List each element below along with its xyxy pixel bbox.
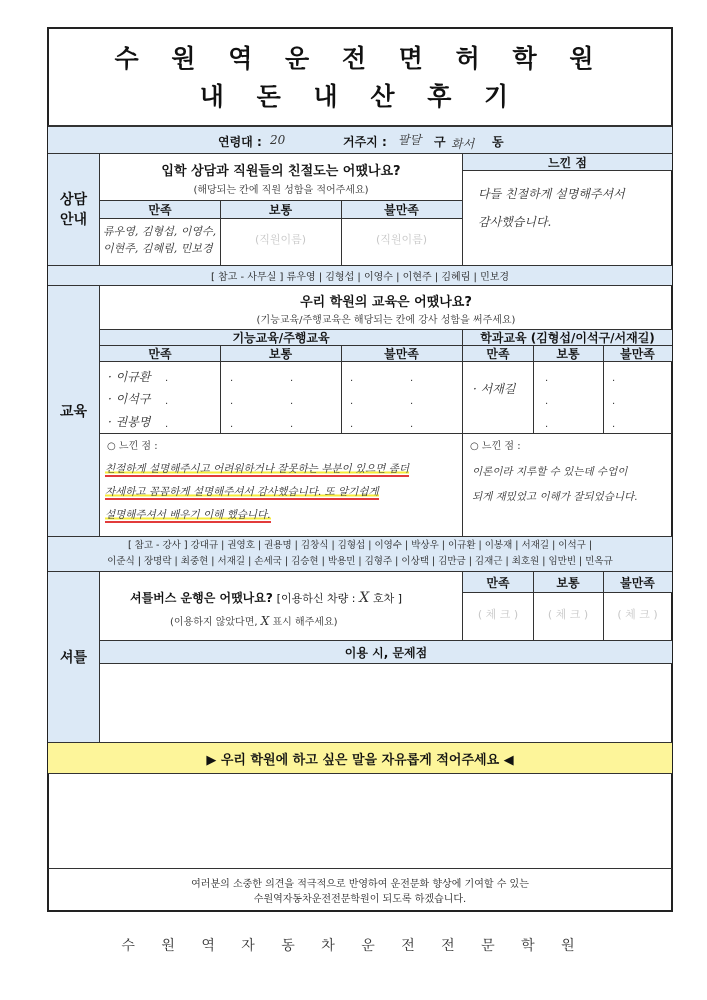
edu-academic-col-satisfied: 만족 <box>486 347 510 361</box>
edu-academic-col-normal: 보통 <box>556 347 580 361</box>
form-title-line2: 내 돈 내 산 후 기 <box>199 82 521 111</box>
education-academic-header: 학과교육 (김형섭/이석구/서재길) <box>480 331 655 345</box>
bullet-marks: · · · <box>350 376 354 433</box>
education-hint: (기능교육/주행교육은 해당되는 칸에 강사 성함을 써주세요) <box>256 315 516 326</box>
consult-normal-placeholder[interactable]: (직원이름) <box>254 233 307 246</box>
shuttle-col-unsatisfied: 불만족 <box>620 575 655 590</box>
shuttle-question: 셔틀버스 운행은 어땠나요? <box>130 591 273 605</box>
bullet-marks: · · · <box>290 376 294 433</box>
vehicle-suffix: 호차 ] <box>373 592 403 605</box>
consult-col-normal: 보통 <box>268 202 293 217</box>
footer-line-1: 여러분의 소중한 의견을 적극적으로 반영하여 운전문화 향상에 기여할 수 있는 <box>191 879 529 890</box>
shuttle-col-satisfied: 만족 <box>486 575 510 590</box>
shuttle-hint-x: X <box>260 614 270 628</box>
bullet-marks: · · · <box>230 376 234 433</box>
shuttle-check-unsatisfied[interactable]: ( 체 크 ) <box>617 608 658 621</box>
edu-skill-satisfied-name-1[interactable]: · 이규환 <box>108 370 151 384</box>
address-gu-label: 구 <box>434 135 446 149</box>
education-reference-line1: [ 참고 - 강사 ] 강대규 | 권영호 | 권용명 | 김창식 | 김형섭 | 이영수 | 박상우 | 이규환 | 이봉재 | 서재길 | 이석구 | <box>127 540 593 551</box>
edu-feelings-right-text[interactable]: 이론이라 지루할 수 있는데 수업이 되게 재밌었고 이해가 잘되었습니다. <box>472 466 638 503</box>
feelings-line-2: 자세하고 꼼꼼하게 설명해주셔서 감사했습니다. 또 알기쉽게 <box>105 486 379 498</box>
bullet-marks: · · · <box>612 376 616 433</box>
divider <box>100 433 672 434</box>
age-value[interactable]: 20 <box>270 133 286 147</box>
shuttle-hint: (이용하지 않았다면, <box>170 617 258 628</box>
consult-side-label: 상담 안내 <box>48 154 99 265</box>
edu-skill-satisfied-name-3[interactable]: · 권봉명 <box>108 415 151 429</box>
address-dong-value[interactable]: 화서 <box>451 137 475 151</box>
shuttle-hint-row <box>170 613 338 628</box>
form-title-line1: 수 원 역 운 전 면 허 학 원 <box>114 44 606 73</box>
feelings-line-1: 친절하게 설명해주시고 어려워하거나 잘못하는 부분이 있으면 좀더 <box>105 463 410 475</box>
edu-academic-satisfied-name[interactable]: · 서재길 <box>473 382 516 396</box>
bullet-marks: · · · <box>165 376 169 433</box>
education-reference <box>48 537 672 571</box>
consult-unsatisfied-placeholder[interactable]: (직원이름) <box>375 233 428 246</box>
consult-feelings-header: 느낀 점 <box>463 154 672 170</box>
shuttle-check-satisfied[interactable]: ( 체 크 ) <box>477 608 519 621</box>
footer-line-2: 수원역자동차운전전문학원이 되도록 하겠습니다. <box>253 894 467 905</box>
school-name: 수 원 역 자 동 차 운 전 전 문 학 원 <box>121 938 586 954</box>
address-label: 거주지 : <box>343 135 387 149</box>
edu-skill-col-satisfied: 만족 <box>148 347 172 361</box>
edu-feelings-label-right: ○ 느낀 점 : <box>470 441 521 452</box>
consult-reference: [ 참고 - 사무실 ] 류우영 | 김형섭 | 이영수 | 이현주 | 김혜림 | 민보경 <box>48 266 672 285</box>
free-comment-header: ▶ 우리 학원에 하고 싶은 말을 자유롭게 적어주세요 ◀ <box>48 743 672 773</box>
address-dong-label: 동 <box>492 135 504 149</box>
shuttle-col-normal: 보통 <box>556 575 580 590</box>
edu-feelings-label-left: ○ 느낀 점 : <box>107 441 158 452</box>
education-skill-header: 기능교육/주행교육 <box>232 331 330 345</box>
edu-academic-col-unsatisfied: 불만족 <box>620 347 655 361</box>
shuttle-side-label: 셔틀 <box>48 572 99 742</box>
divider <box>341 345 342 433</box>
consult-satisfied-names[interactable]: 류우영, 김형섭, 이영수, 이현주, 김혜림, 민보경 <box>103 225 217 255</box>
shuttle-issues-field[interactable] <box>100 664 672 741</box>
divider <box>48 868 672 869</box>
education-reference-line2: 이준식 | 장명락 | 최중현 | 서재길 | 손세국 | 김승현 | 박용민 | 김형주 | 이상택 | 김만금 | 김재근 | 최호원 | 임만빈 | 민옥규 <box>107 556 613 567</box>
shuttle-question-row <box>130 589 402 606</box>
consult-question: 입학 상담과 직원들의 친절도는 어땠나요? <box>161 164 401 179</box>
edu-skill-col-unsatisfied: 불만족 <box>384 347 419 361</box>
address-district[interactable]: 팔달 <box>398 133 422 147</box>
bullet-marks: · · · <box>545 376 549 433</box>
divider <box>533 345 534 433</box>
consult-feelings-text[interactable]: 다들 친절하게 설명해주셔서 감사했습니다. <box>478 187 625 229</box>
divider <box>100 218 462 219</box>
edu-skill-satisfied-name-2[interactable]: · 이석구 <box>108 392 151 406</box>
education-side-label: 교육 <box>48 286 99 536</box>
feelings-line-3: 설명해주셔서 배우기 이해 했습니다. <box>105 509 271 521</box>
edu-feelings-left-text[interactable] <box>105 458 460 527</box>
divider <box>603 345 604 433</box>
divider <box>100 361 672 362</box>
edu-skill-col-normal: 보통 <box>268 347 293 361</box>
vehicle-label: [이용하신 차량 : <box>276 592 356 605</box>
education-question: 우리 학원의 교육은 어땠나요? <box>300 295 472 310</box>
divider <box>220 345 221 433</box>
shuttle-check-normal[interactable]: ( 체 크 ) <box>547 608 589 621</box>
consult-col-unsatisfied: 불만족 <box>384 202 419 217</box>
vehicle-value[interactable]: X <box>359 590 370 606</box>
age-label: 연령대 : <box>218 135 262 149</box>
shuttle-issues-header: 이용 시, 문제점 <box>100 641 672 663</box>
free-comment-field[interactable] <box>48 774 672 867</box>
shuttle-hint-suffix: 표시 해주세요) <box>272 617 338 628</box>
consult-col-satisfied: 만족 <box>148 202 172 217</box>
divider <box>463 592 672 593</box>
consult-hint: (해당되는 칸에 직원 성함을 적어주세요) <box>193 185 369 196</box>
footer-message <box>48 877 672 907</box>
divider <box>100 200 462 201</box>
bullet-marks: · · · <box>410 376 414 433</box>
divider <box>48 285 672 286</box>
divider <box>463 170 672 171</box>
